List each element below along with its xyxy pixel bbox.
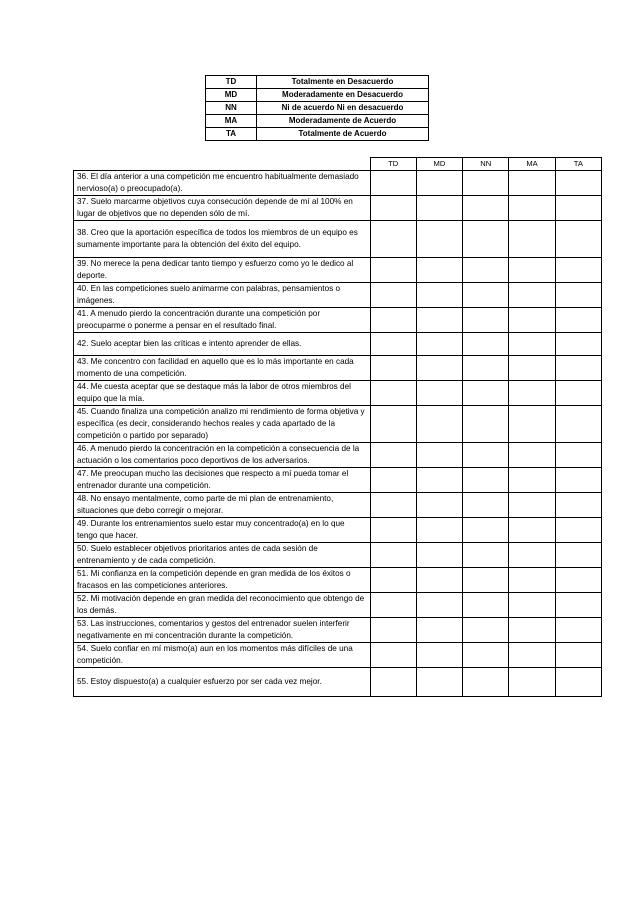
answer-cell-td[interactable] <box>370 643 416 668</box>
legend-meaning: Totalmente de Acuerdo <box>257 128 429 141</box>
answer-cell-td[interactable] <box>370 493 416 518</box>
answer-cell-td[interactable] <box>370 593 416 618</box>
answer-cell-ma[interactable] <box>509 258 555 283</box>
legend-meaning: Ni de acuerdo Ni en desacuerdo <box>257 102 429 115</box>
answer-cell-ma[interactable] <box>509 568 555 593</box>
answer-cell-ma[interactable] <box>509 333 555 356</box>
question-text: 45. Cuando finaliza una competición analizo mi rendimiento de forma objetiva y específica (es decir, considerando hechos reales y cada apartado de la competición o partido por separado) <box>74 406 371 443</box>
question-text: 42. Suelo aceptar bien las críticas e intento aprender de ellas. <box>74 333 371 356</box>
legend-row <box>206 102 429 115</box>
answer-cell-md[interactable] <box>416 468 462 493</box>
question-row <box>74 196 602 221</box>
question-text: 48. No ensayo mentalmente, como parte de mi plan de entrenamiento, situaciones que debo corregir o mejorar. <box>74 493 371 518</box>
question-row <box>74 493 602 518</box>
answer-cell-td[interactable] <box>370 543 416 568</box>
question-text: 51. Mi confianza en la competición depende en gran medida de los éxitos o fracasos en las competiciones anteriores. <box>74 568 371 593</box>
answer-cell-ma[interactable] <box>509 668 555 697</box>
answer-cell-nn[interactable] <box>463 468 509 493</box>
column-header-td: TD <box>370 158 416 171</box>
legend-code: TA <box>206 128 257 141</box>
questionnaire-table <box>73 157 602 697</box>
question-text: 47. Me preocupan mucho las decisiones que respecto a mí pueda tomar el entrenador durante una competición. <box>74 468 371 493</box>
answer-cell-ta[interactable] <box>555 221 601 258</box>
question-row <box>74 381 602 406</box>
answer-cell-ma[interactable] <box>509 468 555 493</box>
answer-cell-md[interactable] <box>416 381 462 406</box>
answer-cell-ta[interactable] <box>555 171 601 196</box>
question-row <box>74 406 602 443</box>
answer-cell-md[interactable] <box>416 283 462 308</box>
answer-cell-md[interactable] <box>416 196 462 221</box>
answer-cell-nn[interactable] <box>463 171 509 196</box>
question-text: 54. Suelo confiar en mí mismo(a) aun en los momentos más difíciles de una competición. <box>74 643 371 668</box>
answer-cell-md[interactable] <box>416 518 462 543</box>
answer-cell-ma[interactable] <box>509 381 555 406</box>
answer-cell-nn[interactable] <box>463 333 509 356</box>
answer-cell-nn[interactable] <box>463 356 509 381</box>
legend-meaning: Moderadamente en Desacuerdo <box>257 89 429 102</box>
answer-cell-md[interactable] <box>416 406 462 443</box>
question-row <box>74 221 602 258</box>
answer-cell-td[interactable] <box>370 283 416 308</box>
question-row <box>74 668 602 697</box>
question-text: 37. Suelo marcarme objetivos cuya consecución depende de mí al 100% en lugar de objetivos que no dependen sólo de mí. <box>74 196 371 221</box>
question-row <box>74 568 602 593</box>
answer-cell-ta[interactable] <box>555 643 601 668</box>
answer-cell-ta[interactable] <box>555 568 601 593</box>
answer-cell-nn[interactable] <box>463 593 509 618</box>
question-text: 41. A menudo pierdo la concentración durante una competición por preocuparme o ponerme a pensar en el resultado final. <box>74 308 371 333</box>
header-blank <box>74 158 371 171</box>
answer-cell-nn[interactable] <box>463 518 509 543</box>
question-row <box>74 356 602 381</box>
question-text: 46. A menudo pierdo la concentración en la competición a consecuencia de la actuación o los comentarios poco deportivos de los adversarios. <box>74 443 371 468</box>
legend-table <box>205 75 429 141</box>
answer-cell-ma[interactable] <box>509 356 555 381</box>
answer-cell-ma[interactable] <box>509 406 555 443</box>
answer-cell-nn[interactable] <box>463 406 509 443</box>
question-text: 43. Me concentro con facilidad en aquello que es lo más importante en cada momento de una competición. <box>74 356 371 381</box>
answer-cell-td[interactable] <box>370 618 416 643</box>
answer-cell-ta[interactable] <box>555 468 601 493</box>
question-text: 49. Durante los entrenamientos suelo estar muy concentrado(a) en lo que tengo que hacer. <box>74 518 371 543</box>
question-text: 40. En las competiciones suelo animarme con palabras, pensamientos o imágenes. <box>74 283 371 308</box>
answer-cell-nn[interactable] <box>463 381 509 406</box>
answer-cell-ma[interactable] <box>509 593 555 618</box>
answer-cell-nn[interactable] <box>463 568 509 593</box>
answer-cell-td[interactable] <box>370 518 416 543</box>
answer-cell-nn[interactable] <box>463 258 509 283</box>
question-row <box>74 543 602 568</box>
answer-cell-ta[interactable] <box>555 543 601 568</box>
answer-cell-md[interactable] <box>416 333 462 356</box>
question-text: 52. Mi motivación depende en gran medida del reconocimiento que obtengo de los demás. <box>74 593 371 618</box>
question-text: 36. El día anterior a una competición me encuentro habitualmente demasiado nervioso(a) o preocupado(a). <box>74 171 371 196</box>
answer-cell-ma[interactable] <box>509 443 555 468</box>
legend-row <box>206 89 429 102</box>
answer-cell-ma[interactable] <box>509 518 555 543</box>
column-header-ma: MA <box>509 158 555 171</box>
legend-code: NN <box>206 102 257 115</box>
legend-row <box>206 115 429 128</box>
answer-cell-ta[interactable] <box>555 493 601 518</box>
answer-cell-td[interactable] <box>370 468 416 493</box>
question-row <box>74 468 602 493</box>
question-row <box>74 258 602 283</box>
answer-cell-ta[interactable] <box>555 196 601 221</box>
answer-cell-ma[interactable] <box>509 221 555 258</box>
answer-cell-td[interactable] <box>370 406 416 443</box>
answer-cell-ma[interactable] <box>509 171 555 196</box>
answer-cell-ma[interactable] <box>509 283 555 308</box>
answer-cell-md[interactable] <box>416 543 462 568</box>
answer-cell-ta[interactable] <box>555 593 601 618</box>
answer-cell-md[interactable] <box>416 568 462 593</box>
answer-cell-td[interactable] <box>370 221 416 258</box>
answer-cell-td[interactable] <box>370 308 416 333</box>
question-row <box>74 618 602 643</box>
legend-code: MD <box>206 89 257 102</box>
answer-cell-td[interactable] <box>370 568 416 593</box>
answer-cell-ma[interactable] <box>509 308 555 333</box>
answer-cell-ma[interactable] <box>509 643 555 668</box>
answer-cell-td[interactable] <box>370 333 416 356</box>
question-row <box>74 518 602 543</box>
column-header-md: MD <box>416 158 462 171</box>
answer-cell-nn[interactable] <box>463 643 509 668</box>
answer-cell-td[interactable] <box>370 381 416 406</box>
answer-cell-td[interactable] <box>370 171 416 196</box>
header-row <box>74 158 602 171</box>
answer-cell-ta[interactable] <box>555 406 601 443</box>
answer-cell-ta[interactable] <box>555 668 601 697</box>
answer-cell-ta[interactable] <box>555 381 601 406</box>
answer-cell-ma[interactable] <box>509 543 555 568</box>
legend-code: MA <box>206 115 257 128</box>
answer-cell-nn[interactable] <box>463 196 509 221</box>
answer-cell-td[interactable] <box>370 668 416 697</box>
legend-meaning: Moderadamente de Acuerdo <box>257 115 429 128</box>
question-text: 38. Creo que la aportación específica de todos los miembros de un equipo es sumamente importante para la obtención del éxito del equipo. <box>74 221 371 258</box>
question-text: 44. Me cuesta aceptar que se destaque más la labor de otros miembros del equipo que la mía. <box>74 381 371 406</box>
answer-cell-ta[interactable] <box>555 308 601 333</box>
answer-cell-ta[interactable] <box>555 258 601 283</box>
question-text: 39. No merece la pena dedicar tanto tiempo y esfuerzo como yo le dedico al deporte. <box>74 258 371 283</box>
question-row <box>74 308 602 333</box>
answer-cell-ta[interactable] <box>555 283 601 308</box>
question-text: 50. Suelo establecer objetivos prioritarios antes de cada sesión de entrenamiento y de cada competición. <box>74 543 371 568</box>
answer-cell-md[interactable] <box>416 258 462 283</box>
answer-cell-md[interactable] <box>416 171 462 196</box>
answer-cell-nn[interactable] <box>463 283 509 308</box>
answer-cell-md[interactable] <box>416 493 462 518</box>
answer-cell-ta[interactable] <box>555 618 601 643</box>
answer-cell-md[interactable] <box>416 668 462 697</box>
column-header-ta: TA <box>555 158 601 171</box>
answer-cell-ta[interactable] <box>555 443 601 468</box>
legend-code: TD <box>206 76 257 89</box>
column-header-nn: NN <box>463 158 509 171</box>
answer-cell-md[interactable] <box>416 356 462 381</box>
answer-cell-nn[interactable] <box>463 618 509 643</box>
answer-cell-td[interactable] <box>370 258 416 283</box>
question-row <box>74 593 602 618</box>
answer-cell-nn[interactable] <box>463 493 509 518</box>
answer-cell-ma[interactable] <box>509 493 555 518</box>
question-text: 55. Estoy dispuesto(a) a cualquier esfuerzo por ser cada vez mejor. <box>74 668 371 697</box>
answer-cell-md[interactable] <box>416 618 462 643</box>
answer-cell-md[interactable] <box>416 443 462 468</box>
answer-cell-td[interactable] <box>370 196 416 221</box>
answer-cell-ma[interactable] <box>509 618 555 643</box>
question-text: 53. Las instrucciones, comentarios y gestos del entrenador suelen interferir negativamente en mi concentración durante la competición. <box>74 618 371 643</box>
legend-meaning: Totalmente en Desacuerdo <box>257 76 429 89</box>
question-row <box>74 443 602 468</box>
legend-row <box>206 76 429 89</box>
answer-cell-md[interactable] <box>416 308 462 333</box>
answer-cell-nn[interactable] <box>463 443 509 468</box>
answer-cell-md[interactable] <box>416 643 462 668</box>
answer-cell-nn[interactable] <box>463 668 509 697</box>
question-row <box>74 171 602 196</box>
answer-cell-ta[interactable] <box>555 356 601 381</box>
answer-cell-ta[interactable] <box>555 518 601 543</box>
question-row <box>74 283 602 308</box>
legend-row <box>206 128 429 141</box>
answer-cell-ta[interactable] <box>555 333 601 356</box>
answer-cell-nn[interactable] <box>463 308 509 333</box>
answer-cell-ma[interactable] <box>509 196 555 221</box>
answer-cell-md[interactable] <box>416 221 462 258</box>
answer-cell-td[interactable] <box>370 443 416 468</box>
question-row <box>74 333 602 356</box>
answer-cell-md[interactable] <box>416 593 462 618</box>
answer-cell-nn[interactable] <box>463 221 509 258</box>
question-row <box>74 643 602 668</box>
answer-cell-nn[interactable] <box>463 543 509 568</box>
answer-cell-td[interactable] <box>370 356 416 381</box>
